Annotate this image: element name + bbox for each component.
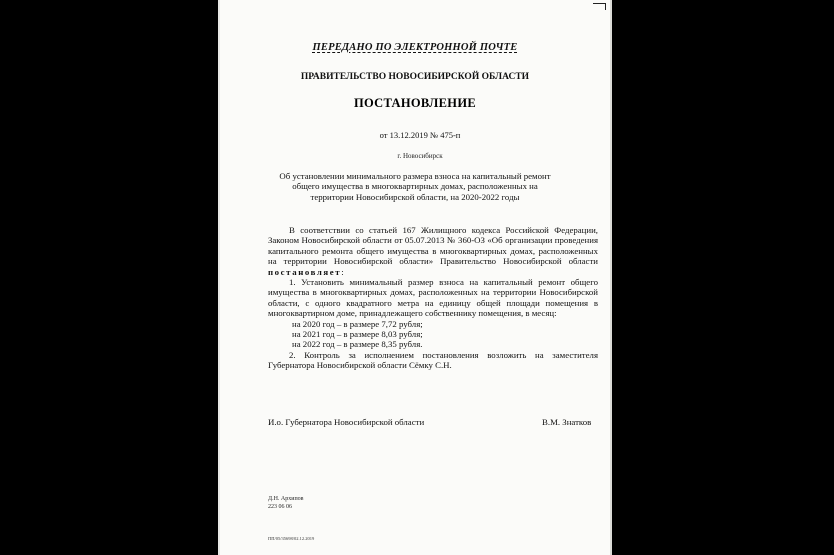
organization-heading: ПРАВИТЕЛЬСТВО НОВОСИБИРСКОЙ ОБЛАСТИ [300, 72, 530, 82]
rate-2020: на 2020 год – в размере 7,72 рубля; [292, 318, 423, 329]
document-body [268, 225, 598, 371]
preamble-paragraph: В соответствии со статьей 167 Жилищного кодекса Российской Федерации, Законом Новосибирской области от 05.07.2013 № 360-ОЗ «Об организации проведения капитального ремонта общего имущества в многоквартирных домах, расположенных на территории Новосибирской области» Правительство Новосибирской области постановляет: [268, 225, 598, 277]
date-and-number: от 13.12.2019 № 475-п [379, 130, 461, 140]
signatory-name: В.М. Знатков [542, 417, 592, 427]
executor-block [268, 496, 304, 511]
signatory-title: И.о. Губернатора Новосибирской области [268, 417, 425, 427]
email-stamp: ПЕРЕДАНО ПО ЭЛЕКТРОННОЙ ПОЧТЕ [312, 42, 518, 53]
executor-phone: 223 06 06 [268, 503, 292, 510]
rate-2022: на 2022 год – в размере 8,35 рубля. [292, 339, 423, 350]
clause-1: 1. Установить минимальный размер взноса на капитальный ремонт общего имущества в многоквартирных домах, расположенных на территории Новосибирской области, с одного квадратного метра на единицу общей площади помещения в многоквартирном доме, принадлежащего собственнику помещения, в месяц: [268, 277, 598, 319]
resolves-word: постановляет [268, 266, 342, 277]
city-line: г. Новосибирск [397, 152, 443, 160]
executor-name: Д.Н. Архипов [268, 496, 304, 502]
document-footer-code: ПП/05/35698/02.12.2019 [268, 536, 315, 541]
document-type-heading: ПОСТАНОВЛЕНИЕ [353, 96, 476, 110]
scan-corner-mark [593, 3, 606, 10]
clause-2: 2. Контроль за исполнением постановления возложить на заместителя Губернатора Новосибирской области Сёмку С.Н. [268, 349, 598, 371]
document-subject: Об установлении минимального размера взноса на капитальный ремонт общего имущества в многоквартирных домах, расположенных на территории Новосибирской области, на 2020-2022 годы [279, 171, 551, 202]
rate-2021: на 2021 год – в размере 8,03 рубля; [292, 329, 423, 340]
document-page [218, 0, 612, 555]
